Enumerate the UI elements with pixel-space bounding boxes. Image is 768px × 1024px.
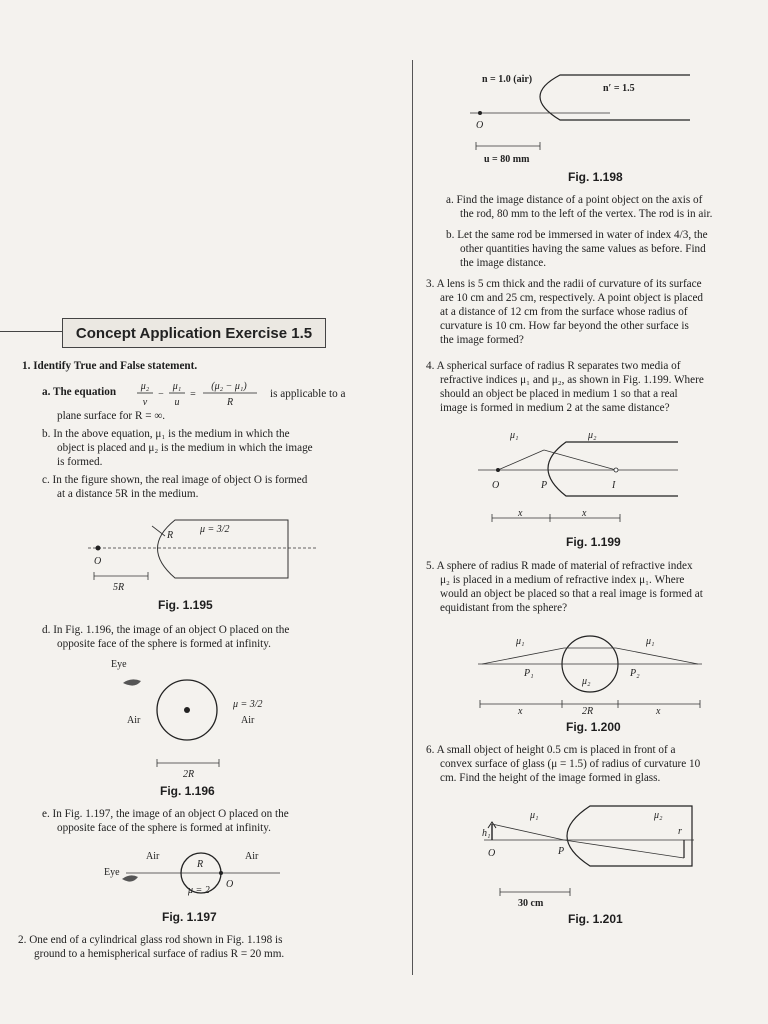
fig1198-n-rod: n′ = 1.5 — [603, 83, 635, 94]
q1-c-line2: at a distance 5R in the medium. — [57, 488, 199, 500]
eq-den2: u — [174, 397, 180, 408]
q2-b-line1: b. Let the same rod be immersed in water of index 4/3, the — [446, 229, 708, 241]
q6-line3: cm. Find the height of the image formed in glass. — [440, 772, 661, 784]
q1-e-line1: e. In Fig. 1.197, the image of an object O placed on the — [42, 808, 289, 820]
fig1201-r: r — [678, 826, 682, 837]
fig1196-mu: μ = 3/2 — [233, 699, 263, 710]
fig1201-mu2: μ₂ — [654, 810, 663, 821]
fig1199-O: O — [492, 480, 500, 491]
fig1198-O: O — [476, 120, 484, 131]
fig1200-P2: P₂ — [630, 668, 640, 679]
fig1196-eye: Eye — [111, 659, 127, 670]
fig1197-air-right: Air — [245, 851, 259, 862]
q5-line3: would an object be placed so that a real image is formed at — [440, 588, 703, 600]
q1-b-line3: is formed. — [57, 456, 103, 468]
fig1197-caption: Fig. 1.197 — [162, 910, 217, 924]
fig1198-n-air: n = 1.0 (air) — [482, 74, 533, 85]
q3-line4: curvature is 10 cm. How far beyond the other surface is — [440, 320, 689, 332]
fig1195-caption: Fig. 1.195 — [158, 598, 213, 612]
fig1197-eye: Eye — [104, 867, 120, 878]
fig1200-caption: Fig. 1.200 — [566, 720, 621, 734]
fig1195-O: O — [94, 556, 102, 567]
fig1196-air-right: Air — [241, 715, 255, 726]
fig1200-mu1-left: μ₁ — [516, 636, 525, 647]
fig1199-I: I — [612, 480, 616, 491]
eq-den1: v — [142, 397, 148, 408]
fig1195-dist: 5R — [113, 582, 125, 593]
q1-d-line1: d. In Fig. 1.196, the image of an object O placed on the — [42, 624, 290, 636]
fig1196-dist: 2R — [183, 769, 195, 780]
fig1199-mu2: μ₂ — [588, 430, 597, 441]
eq-den3: R — [226, 397, 234, 408]
fig1199-P: P — [541, 480, 548, 491]
q3-line2: are 10 cm and 25 cm, respectively. A point object is placed — [440, 292, 704, 304]
fig1197-mu: μ = 2 — [188, 885, 210, 896]
q1-b-line2: object is placed and μ₂ is the medium in which the image — [57, 442, 313, 454]
section-title: Concept Application Exercise 1.5 — [62, 318, 326, 348]
q2-a-line1: a. Find the image distance of a point object on the axis of — [446, 194, 703, 206]
svg-text:−: − — [158, 389, 164, 400]
q1-e-line2: opposite face of the sphere is formed at infinity. — [57, 822, 271, 834]
q2-a-line2: the rod, 80 mm to the left of the vertex. The rod is in air. — [460, 208, 713, 220]
q1-a-line2: plane surface for R = ∞. — [57, 410, 166, 422]
q5-line1: 5. A sphere of radius R made of material of refractive index — [426, 560, 693, 572]
fig1197-R: R — [197, 859, 204, 870]
fig1199-x1: x — [518, 508, 523, 519]
q6-line2: convex surface of glass (μ = 1.5) of radius of curvature 10 — [440, 758, 701, 770]
q1-stem-text: 1. Identify True and False statement. — [22, 360, 198, 372]
q1-c-line1: c. In the figure shown, the real image of object O is formed — [42, 474, 308, 486]
fig-1195 — [80, 512, 320, 592]
fig-1197 — [100, 845, 300, 905]
q4-line3: should an object be placed in medium 1 so that a real — [440, 388, 678, 400]
q2-line2: ground to a hemispherical surface of radius R = 20 mm. — [34, 948, 285, 960]
fig1200-mu2: μ₂ — [582, 676, 591, 687]
q3-line3: at a distance of 12 cm from the surface whose radius of — [440, 306, 688, 318]
fig1197-O: O — [226, 879, 234, 890]
fig1200-2R: 2R — [582, 706, 594, 717]
q2-b-line3: the image distance. — [460, 257, 547, 269]
q3-line5: the image formed? — [440, 334, 524, 346]
svg-text:=: = — [190, 389, 196, 400]
q6-line1: 6. A small object of height 0.5 cm is placed in front of a — [426, 744, 676, 756]
column-divider — [412, 60, 413, 975]
eq-num3: (μ₂ − μ₁) — [211, 381, 247, 392]
fig1196-caption: Fig. 1.196 — [160, 784, 215, 798]
q1-b-line1: b. In the above equation, μ₁ is the medium in which the — [42, 428, 290, 440]
fig1195-mu: μ = 3/2 — [200, 524, 230, 535]
fig-1200 — [470, 626, 710, 716]
eq-num1: μ₂ — [140, 381, 150, 392]
q5-line4: equidistant from the sphere? — [440, 602, 568, 614]
fig1196-air-left: Air — [127, 715, 141, 726]
fig1201-P: P — [558, 846, 565, 857]
eye-icon — [123, 679, 141, 685]
fig-1196 — [105, 655, 305, 780]
section-rule — [0, 331, 62, 332]
q4-line2: refractive indices μ₁ and μ₂, as shown in Fig. 1.199. Where — [440, 374, 704, 386]
q3-line1: 3. A lens is 5 cm thick and the radii of curvature of its surface — [426, 278, 702, 290]
fig1200-x2: x — [656, 706, 661, 717]
q1-d-line2: opposite face of the sphere is formed at infinity. — [57, 638, 271, 650]
fig1201-caption: Fig. 1.201 — [568, 912, 623, 926]
q1-a-post: is applicable to a — [270, 388, 346, 400]
eq-num2: μ₁ — [172, 381, 182, 392]
q1-stem — [22, 360, 197, 374]
fig1199-x2: x — [582, 508, 587, 519]
eye-icon — [122, 875, 138, 881]
fig1201-O: O — [488, 848, 496, 859]
fig1199-caption: Fig. 1.199 — [566, 535, 621, 549]
fig-1199 — [478, 424, 678, 534]
q1-a-label: a. The equation — [42, 386, 117, 398]
fig1195-R: R — [167, 530, 174, 541]
fig1201-h1: h₁ — [482, 828, 491, 839]
fig1201-dist: 30 cm — [518, 898, 544, 909]
fig1197-air-left: Air — [146, 851, 160, 862]
fig1201-mu1: μ₁ — [530, 810, 539, 821]
fig1200-x1: x — [518, 706, 523, 717]
q5-line2: μ₂ is placed in a medium of refractive index μ₁. Where — [440, 574, 685, 586]
q4-line4: image is formed in medium 2 at the same distance? — [440, 402, 670, 414]
fig1200-P1: P₁ — [524, 668, 534, 679]
q2-line1: 2. One end of a cylindrical glass rod shown in Fig. 1.198 is — [18, 934, 283, 946]
q2-b-line2: other quantities having the same values as before. Find — [460, 243, 706, 255]
fig1199-mu1: μ₁ — [510, 430, 519, 441]
fig1200-mu1-right: μ₁ — [646, 636, 655, 647]
fig1198-dist: u = 80 mm — [484, 154, 530, 165]
fig1198-caption: Fig. 1.198 — [568, 170, 623, 184]
q4-line1: 4. A spherical surface of radius R separates two media of — [426, 360, 681, 372]
fig-1201 — [482, 800, 702, 910]
fig-1198 — [460, 70, 700, 170]
